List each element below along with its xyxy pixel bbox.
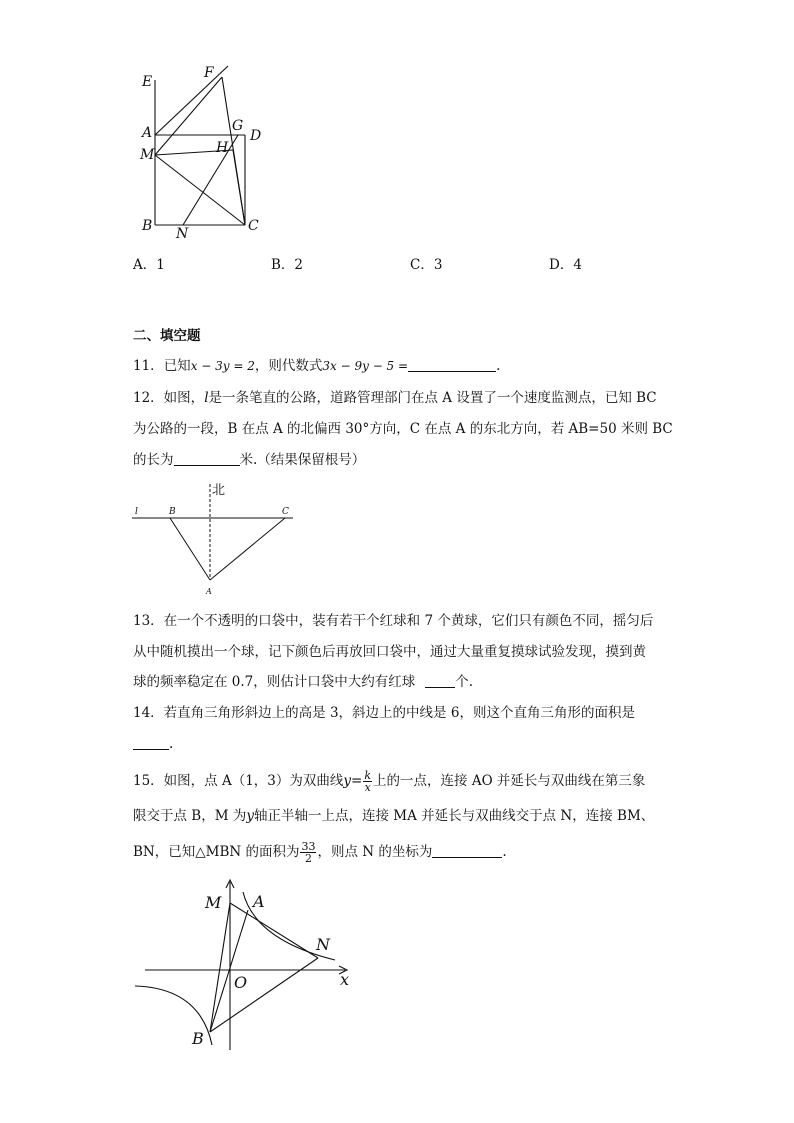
line-a-ext: [155, 66, 228, 135]
label-b: B: [142, 218, 153, 234]
figure-square-diagram: [130, 60, 280, 245]
label-h: H: [216, 140, 229, 156]
label-g: G: [232, 118, 244, 134]
q15-end: .: [502, 844, 507, 860]
q15-text-a: 15．如图，点 A（1，3）为双曲线: [133, 773, 344, 789]
q12-text-c: 的长为: [133, 452, 174, 468]
question-13-line-3: [133, 672, 473, 692]
option-c: C．3: [410, 257, 443, 273]
label-north: 北: [212, 483, 226, 498]
label-b-road: B: [169, 507, 176, 517]
line-b-a: [170, 518, 210, 580]
label-m-hyp: M: [205, 893, 222, 912]
label-a-road: A: [206, 587, 212, 596]
q12-text-d: 米.（结果保留根号）: [239, 452, 366, 468]
question-11: [133, 356, 500, 376]
label-d: D: [250, 128, 262, 144]
line-m-b: [210, 903, 230, 1032]
label-a-hyp: A: [253, 892, 265, 911]
q11-equation: x − 3y = 2: [190, 359, 255, 373]
question-13-line-1: 13．在一个不透明的口袋中，装有若干个红球和 7 个黄球，它们只有颜色不同，摇匀后: [133, 613, 654, 629]
question-15-line-2: [133, 806, 654, 826]
line-m-f: [155, 77, 222, 155]
q11-expression: 3x − 9y − 5 =: [322, 359, 409, 373]
label-b-hyp: B: [192, 1029, 204, 1048]
figure-hyperbola-diagram: [128, 870, 368, 1055]
q13-text-b: 个.: [455, 674, 474, 690]
label-x-hyp: x: [340, 970, 350, 989]
q12-text-a: 12．如图，: [133, 390, 205, 406]
line-b-n: [210, 958, 318, 1032]
question-15-line-3: [133, 838, 507, 866]
q15-area-fraction: $\frac{33}{2}$: [301, 840, 316, 865]
question-14-line-1: 14．若直角三角形斜边上的高是 3，斜边上的中线是 6，则这个直角三角形的面积是: [133, 705, 635, 721]
line-m-n: [230, 903, 318, 958]
question-12-line-2: 为公路的一段，B 在点 A 的北偏西 30°方向，C 在点 A 的东北方向，若 AB=50 米则 BC: [133, 421, 673, 437]
q15-y: y: [343, 773, 352, 789]
option-a: A．1: [133, 257, 165, 273]
section-title: 二、填空题: [133, 328, 201, 344]
label-n-hyp: N: [316, 935, 330, 954]
q12-text-b: 是一条笔直的公路，道路管理部门在点 A 设置了一个速度监测点，已知 BC: [208, 390, 657, 406]
line-a-b: [210, 910, 248, 1032]
label-l: l: [135, 507, 138, 517]
label-a: A: [142, 125, 153, 141]
question-13-line-2: 从中随机摸出一个球，记下颜色后再放回口袋中，通过大量重复摸球试验发现，摸到黄: [133, 644, 646, 660]
label-o-hyp: O: [234, 973, 248, 992]
q14-answer-blank[interactable]: [133, 735, 169, 750]
label-e: E: [142, 74, 153, 90]
line-m-c: [155, 155, 245, 225]
q15-answer-blank[interactable]: [432, 843, 502, 858]
label-f: F: [204, 65, 214, 81]
q15-fraction-k-x: $\frac{k}{x}$: [364, 769, 372, 794]
q12-l: l: [204, 390, 209, 406]
q11-text-before: 已知: [163, 358, 191, 374]
q12-answer-blank[interactable]: [174, 451, 240, 466]
q15-y-axis: y: [246, 808, 254, 824]
q15-text-b: 上的一点，连接 AO 并延长与双曲线在第三象: [373, 773, 646, 789]
figure-road-diagram: [128, 478, 298, 598]
q11-end: .: [496, 358, 501, 374]
q13-text-a: 球的频率稳定在 0.7，则估计口袋中大约有红球: [133, 674, 416, 690]
label-n: N: [176, 226, 189, 242]
label-c-road: C: [282, 507, 289, 517]
question-12-line-3: [133, 450, 365, 470]
q15-text-f: ，则点 N 的坐标为: [317, 844, 433, 860]
line-h-c: [233, 150, 245, 225]
line-a-c: [210, 518, 285, 580]
label-m: M: [140, 147, 155, 163]
q15-text-c: 限交于点 B，M 为: [133, 808, 247, 824]
q11-answer-blank[interactable]: [408, 357, 496, 372]
q13-answer-blank[interactable]: [425, 673, 455, 688]
option-b: B．2: [271, 257, 304, 273]
q15-text-d: 轴正半轴一上点，连接 MA 并延长与双曲线交于点 N，连接 BM、: [253, 808, 655, 824]
q11-number: 11．: [133, 358, 164, 374]
q11-text-mid: ，则代数式: [254, 358, 323, 374]
q14-end: .: [169, 736, 174, 752]
option-d: D．4: [549, 257, 582, 273]
label-c: C: [248, 218, 259, 234]
q15-text-e: BN，已知△MBN 的面积为: [133, 844, 300, 860]
line-n-g: [183, 135, 238, 225]
q15-eq: =: [351, 773, 363, 789]
question-12-line-1: [133, 388, 657, 408]
question-14-line-2: [133, 734, 173, 754]
question-15-line-1: [133, 768, 645, 794]
